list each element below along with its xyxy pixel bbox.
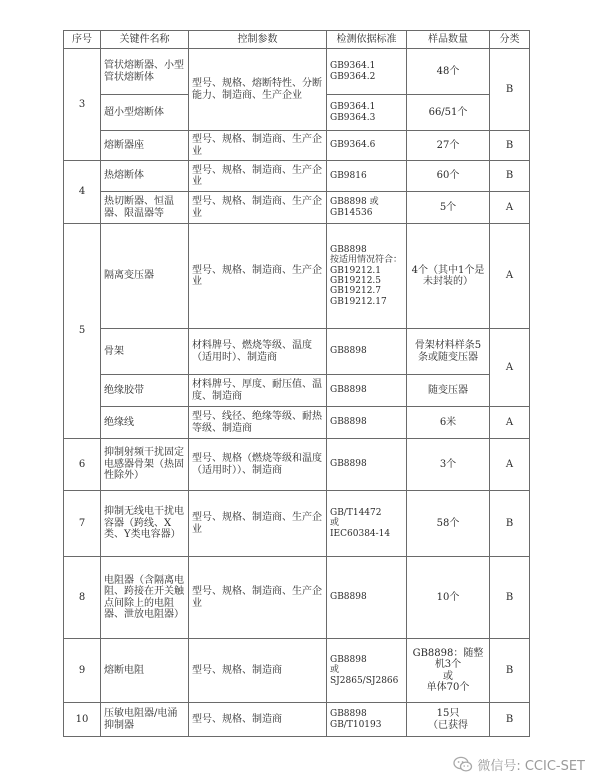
table-row xyxy=(64,161,530,192)
control-params: 材料牌号、燃烧等级、温度（适用时）、制造商 xyxy=(189,329,327,375)
test-standard: GB8898 xyxy=(327,557,407,639)
component-name: 抑制无线电干扰电容器（跨线、X类、Y类电容器） xyxy=(101,491,189,557)
watermark-text: 微信号: CCIC-SET xyxy=(477,759,585,774)
control-params: 型号、规格、制造商 xyxy=(189,703,327,737)
component-name: 管状熔断器、小型管状熔断体 xyxy=(101,49,189,95)
component-name: 热切断器、恒温器、限温器等 xyxy=(101,192,189,224)
control-params: 材料牌号、厚度、耐压值、温度、制造商 xyxy=(189,375,327,407)
sample-qty: 10个 xyxy=(407,557,490,639)
sample-qty: 随变压器 xyxy=(407,375,490,407)
sample-qty: 骨架材料样条5条或随变压器 xyxy=(407,329,490,375)
wechat-icon xyxy=(453,756,473,773)
control-params: 型号、规格、熔断特性、分断能力、制造商、生产企业 xyxy=(189,49,327,131)
category: B xyxy=(490,491,530,557)
table-row xyxy=(64,224,530,329)
table-row xyxy=(64,407,530,439)
component-name: 绝缘胶带 xyxy=(101,375,189,407)
sample-qty: 15只 （已获得 xyxy=(407,703,490,737)
control-params: 型号、规格（燃烧等级和温度（适用时））、制造商 xyxy=(189,439,327,491)
component-name: 超小型熔断体 xyxy=(101,95,189,131)
table-row xyxy=(64,131,530,161)
sample-qty: 27个 xyxy=(407,131,490,161)
component-name: 绝缘线 xyxy=(101,407,189,439)
control-params: 型号、规格、制造商、生产企业 xyxy=(189,491,327,557)
header-no: 序号 xyxy=(64,31,101,49)
table-row xyxy=(64,491,530,557)
control-params: 型号、规格、制造商 xyxy=(189,639,327,703)
row-no: 6 xyxy=(64,439,101,491)
table-row xyxy=(64,557,530,639)
control-params: 型号、规格、制造商、生产企业 xyxy=(189,224,327,329)
component-name: 骨架 xyxy=(101,329,189,375)
control-params: 型号、线径、绝缘等级、耐热等级、制造商 xyxy=(189,407,327,439)
row-no: 5 xyxy=(64,224,101,439)
header-class: 分类 xyxy=(490,31,530,49)
sample-qty: 3个 xyxy=(407,439,490,491)
table-row xyxy=(64,703,530,737)
component-name: 压敏电阻器/电涌抑制器 xyxy=(101,703,189,737)
category: B xyxy=(490,131,530,161)
table-row xyxy=(64,639,530,703)
category: A xyxy=(490,329,530,407)
sample-qty: 4个（其中1个是未封装的） xyxy=(407,224,490,329)
category: A xyxy=(490,407,530,439)
sample-qty: 66/51个 xyxy=(407,95,490,131)
sample-qty: 48个 xyxy=(407,49,490,95)
category: B xyxy=(490,703,530,737)
test-standard: GB8898 或 SJ2865/SJ2866 xyxy=(327,639,407,703)
header-param: 控制参数 xyxy=(189,31,327,49)
control-params: 型号、规格、制造商、生产企业 xyxy=(189,131,327,161)
test-standard: GB/T14472 或 IEC60384-14 xyxy=(327,491,407,557)
row-no: 7 xyxy=(64,491,101,557)
header-name: 关键件名称 xyxy=(101,31,189,49)
row-no: 9 xyxy=(64,639,101,703)
category: A xyxy=(490,192,530,224)
control-params: 型号、规格、制造商、生产企业 xyxy=(189,192,327,224)
watermark xyxy=(453,755,585,774)
category: B xyxy=(490,557,530,639)
test-standard: GB8898 GB/T10193 xyxy=(327,703,407,737)
table-row xyxy=(64,375,530,407)
category: B xyxy=(490,49,530,131)
category: A xyxy=(490,439,530,491)
control-params: 型号、规格、制造商、生产企业 xyxy=(189,557,327,639)
sample-qty: 5个 xyxy=(407,192,490,224)
component-name: 熔断器座 xyxy=(101,131,189,161)
header-qty: 样品数量 xyxy=(407,31,490,49)
category: B xyxy=(490,161,530,192)
test-standard: GB8898 xyxy=(327,407,407,439)
component-name: 熔断电阻 xyxy=(101,639,189,703)
sample-qty: GB8898：随整机3个 或 单体70个 xyxy=(407,639,490,703)
header-standard: 检测依据标准 xyxy=(327,31,407,49)
row-no: 4 xyxy=(64,161,101,224)
table-row xyxy=(64,49,530,95)
row-no: 3 xyxy=(64,49,101,161)
test-standard: GB8898 按适用情况符合： GB19212.1 GB19212.5 GB19212.7 GB19212.17 xyxy=(327,224,407,329)
component-name: 隔离变压器 xyxy=(101,224,189,329)
header-row xyxy=(64,31,530,49)
test-standard: GB8898 xyxy=(327,439,407,491)
category: B xyxy=(490,639,530,703)
table-row xyxy=(64,192,530,224)
component-name: 电阻器（含隔离电阻、跨接在开关触点间除上的电阻器、泄放电阻器） xyxy=(101,557,189,639)
table-row xyxy=(64,439,530,491)
test-standard: GB9364.6 xyxy=(327,131,407,161)
test-standard: GB9816 xyxy=(327,161,407,192)
sample-qty: 58个 xyxy=(407,491,490,557)
table-row xyxy=(64,329,530,375)
component-name: 热熔断体 xyxy=(101,161,189,192)
key-components-table xyxy=(63,30,530,737)
test-standard: GB8898 xyxy=(327,375,407,407)
test-standard: GB9364.1 GB9364.3 xyxy=(327,95,407,131)
sample-qty: 6米 xyxy=(407,407,490,439)
test-standard: GB8898 xyxy=(327,329,407,375)
component-name: 抑制射频干扰固定电感器骨架（热固性除外） xyxy=(101,439,189,491)
test-standard: GB8898 或 GB14536 xyxy=(327,192,407,224)
row-no: 8 xyxy=(64,557,101,639)
row-no: 10 xyxy=(64,703,101,737)
test-standard: GB9364.1 GB9364.2 xyxy=(327,49,407,95)
category: A xyxy=(490,224,530,329)
control-params: 型号、规格、制造商、生产企业 xyxy=(189,161,327,192)
sample-qty: 60个 xyxy=(407,161,490,192)
